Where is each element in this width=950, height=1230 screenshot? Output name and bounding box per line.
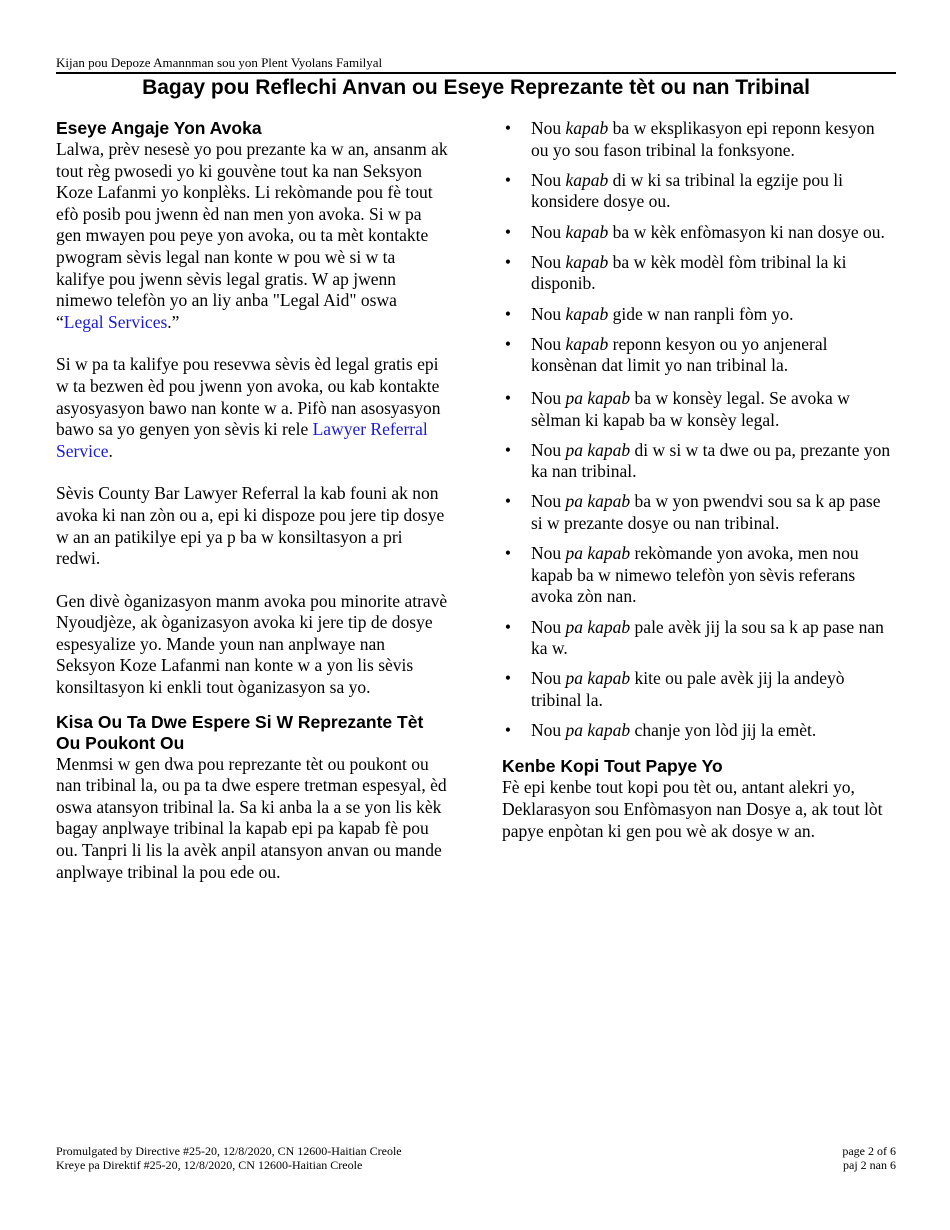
bullet-icon: • — [504, 387, 512, 408]
paragraph-text: Lalwa, prèv nesesè yo pou prezante ka w an, ansanm ak tout règ pwosedi yo ki gouvène tout ka nan Seksyon Koze Lafanmi yo konplèks. Li rekòmande pou fè tout efò posib pou jwenn èd nan men yon avoka. Si w pa gen mwayen pou peye yon avoka, ou ta mèt kontakte pwogram sèvis legal nan konte w pou wè si w ta kalifye pou jwenn sèvis legal gratis. W ap jwenn nimewo telefòn yo an liy anba "Legal Aid" oswa “ — [56, 139, 448, 332]
footer-directive-english: Promulgated by Directive #25-20, 12/8/2020, CN 12600-Haitian Creole — [56, 1144, 402, 1158]
paragraph-bar-association — [56, 354, 448, 462]
list-item-emphasis: kapab — [565, 333, 609, 354]
paragraph-legal-aid — [56, 139, 448, 333]
list-item-text: Nou — [531, 221, 566, 242]
list-item-text: pale avèk jij la sou sa k ap pase nan ka w. — [531, 616, 884, 659]
list-item-text: Nou — [531, 303, 566, 324]
list-item-text: Nou — [531, 118, 566, 138]
footer-row-creole — [56, 1159, 896, 1173]
list-item — [502, 440, 896, 483]
list-item — [502, 304, 896, 326]
list-item — [502, 388, 896, 431]
list-item — [502, 252, 896, 295]
list-item-text: Nou — [531, 439, 566, 460]
bullet-icon: • — [504, 668, 512, 689]
footer-row-english — [56, 1145, 896, 1159]
list-item-text: Nou — [531, 720, 566, 741]
bullet-icon: • — [504, 221, 512, 242]
list-item-text: chanje yon lòd jij la emèt. — [630, 720, 817, 741]
list-item-emphasis: pa kapab — [565, 387, 631, 408]
legal-services-link[interactable]: Legal Services — [63, 311, 168, 332]
section-heading-self-representation: Kisa Ou Ta Dwe Espere Si W Reprezante Tèt Ou Poukont Ou — [56, 711, 424, 753]
bullet-icon: • — [504, 543, 512, 564]
list-item-text: di w si w ta dwe ou pa, prezante yon ka nan tribinal. — [531, 439, 891, 482]
list-item-emphasis: kapab — [565, 169, 609, 190]
list-item-text: Nou — [531, 387, 566, 408]
paragraph-keep-copies: Fè epi kenbe tout kopi pou tèt ou, antant alekri yo, Deklarasyon sou Enfòmasyon nan Dosye a, ak tout lòt papye enpòtan ki gen pou wè ak dosye w an. — [502, 777, 883, 841]
list-item-text: gide w nan ranpli fòm yo. — [608, 303, 794, 324]
list-item — [502, 334, 896, 377]
list-item-text: ba w konsèy legal. Se avoka w sèlman ki kapab ba w konsèy legal. — [531, 387, 850, 430]
list-item — [502, 543, 896, 608]
list-item-text: Nou — [531, 668, 566, 689]
paragraph-text: .” — [167, 311, 180, 332]
list-item-emphasis: kapab — [565, 303, 609, 324]
list-item-text: ba w kèk enfòmasyon ki nan dosye ou. — [608, 221, 885, 242]
bullet-icon: • — [504, 333, 512, 354]
list-item — [502, 118, 896, 161]
list-item-emphasis: kapab — [565, 251, 609, 272]
list-item-text: ba w kèk modèl fòm tribinal la ki disponib. — [531, 251, 847, 294]
paragraph-minority-organizations: Gen divè òganizasyon manm avoka pou minorite atravè Nyoudjèze, ak òganizasyon avoka ki jere tip de dosye espesyalize yo. Mande youn nan anplwaye nan Seksyon Koze Lafanmi nan konte w a yon lis sèvis konsiltasyon ki enkli tout òganizasyon sa yo. — [56, 590, 448, 698]
section-heading-keep-copies: Kenbe Kopi Tout Papye Yo — [502, 756, 723, 777]
list-item-text: Nou — [531, 616, 566, 637]
list-item — [502, 617, 896, 660]
list-item-emphasis: pa kapab — [565, 668, 631, 689]
list-item-text: di w ki sa tribinal la egzije pou li konsidere dosye ou. — [531, 169, 844, 212]
paragraph-text: Si w pa ta kalifye pou resevwa sèvis èd legal gratis epi w ta bezwen èd pou jwenn yon avoka, ou kab kontakte asyosyasyon bawo nan konte w a. Pifò nan asosyasyon bawo sa yo genyen yon sèvis ki rele — [56, 354, 441, 440]
list-item-emphasis: kapab — [565, 221, 609, 242]
list-item-text: kite ou pale avèk jij la andeyò tribinal la. — [531, 668, 845, 710]
lawyer-referral-service-link[interactable]: Lawyer Referral Service — [56, 419, 428, 461]
list-item-text: Nou — [531, 543, 566, 564]
list-item — [502, 170, 896, 213]
list-item-text: rekòmande yon avoka, men nou kapab ba w nimewo telefòn yon sèvis referans avoka zòn nan. — [531, 543, 859, 607]
list-item-text: Nou — [531, 491, 566, 512]
court-staff-list — [502, 118, 896, 742]
bullet-icon: • — [504, 118, 512, 138]
list-item — [502, 720, 896, 742]
bullet-icon: • — [504, 720, 512, 741]
bullet-icon: • — [504, 439, 512, 460]
list-item — [502, 668, 896, 711]
list-item-text: reponn kesyon ou yo anjeneral konsènan dat limit yo nan tribinal la. — [531, 333, 828, 376]
bullet-icon: • — [504, 616, 512, 637]
running-head: Kijan pou Depoze Amannman sou yon Plent Vyolans Familyal — [56, 55, 896, 74]
list-item — [502, 491, 896, 534]
page-footer — [56, 1145, 896, 1172]
list-item-text: ba w yon pwendvi sou sa k ap pase si w prezante dosye ou nan tribinal. — [531, 491, 881, 534]
list-item-emphasis: pa kapab — [565, 491, 631, 512]
list-item-emphasis: pa kapab — [565, 543, 631, 564]
list-item — [502, 222, 896, 244]
footer-directive-creole: Kreye pa Direktif #25-20, 12/8/2020, CN 12600-Haitian Creole — [56, 1157, 363, 1172]
paragraph-self-representation: Menmsi w gen dwa pou reprezante tèt ou poukont ou nan tribinal la, ou pa ta dwe espere tretman espesyal, èd oswa atansyon tribinal la. Sa ki anba la a se yon lis kèk bagay anplwaye tribinal la kapab epi pa kapab fè pou ou. Tanpri li lis la avèk anpil atansyon anvan ou mande anplwaye tribinal la pou ede ou. — [56, 753, 447, 882]
paragraph-referral-service: Sèvis County Bar Lawyer Referral la kab founi ak non avoka ki nan zòn ou a, epi ki dispoze pou jere tip dosye w an an patikilye epi ya p ba w konsiltasyon a pri redwi. — [56, 483, 445, 569]
bullet-icon: • — [504, 169, 512, 190]
section-heading-hire-lawyer: Eseye Angaje Yon Avoka — [56, 118, 262, 138]
left-column — [56, 118, 448, 883]
list-item-text: Nou — [531, 169, 566, 190]
list-item-emphasis: pa kapab — [565, 720, 631, 741]
list-item-emphasis: pa kapab — [565, 439, 631, 460]
right-column — [502, 118, 896, 842]
paragraph-text: . — [108, 440, 113, 461]
bullet-icon: • — [504, 251, 512, 272]
list-item-text: Nou — [531, 333, 566, 354]
list-item-text: ba w eksplikasyon epi reponn kesyon ou yo sou fason tribinal la fonksyone. — [531, 118, 875, 160]
footer-page-creole: paj 2 nan 6 — [843, 1157, 896, 1172]
page-title: Bagay pou Reflechi Anvan ou Eseye Reprezante tèt ou nan Tribinal — [142, 76, 810, 99]
list-item-emphasis: pa kapab — [565, 616, 631, 637]
list-item-emphasis: kapab — [565, 118, 609, 138]
footer-page-english: page 2 of 6 — [842, 1144, 896, 1158]
bullet-icon: • — [504, 303, 512, 324]
list-item-text: Nou — [531, 251, 566, 272]
bullet-icon: • — [504, 491, 512, 512]
